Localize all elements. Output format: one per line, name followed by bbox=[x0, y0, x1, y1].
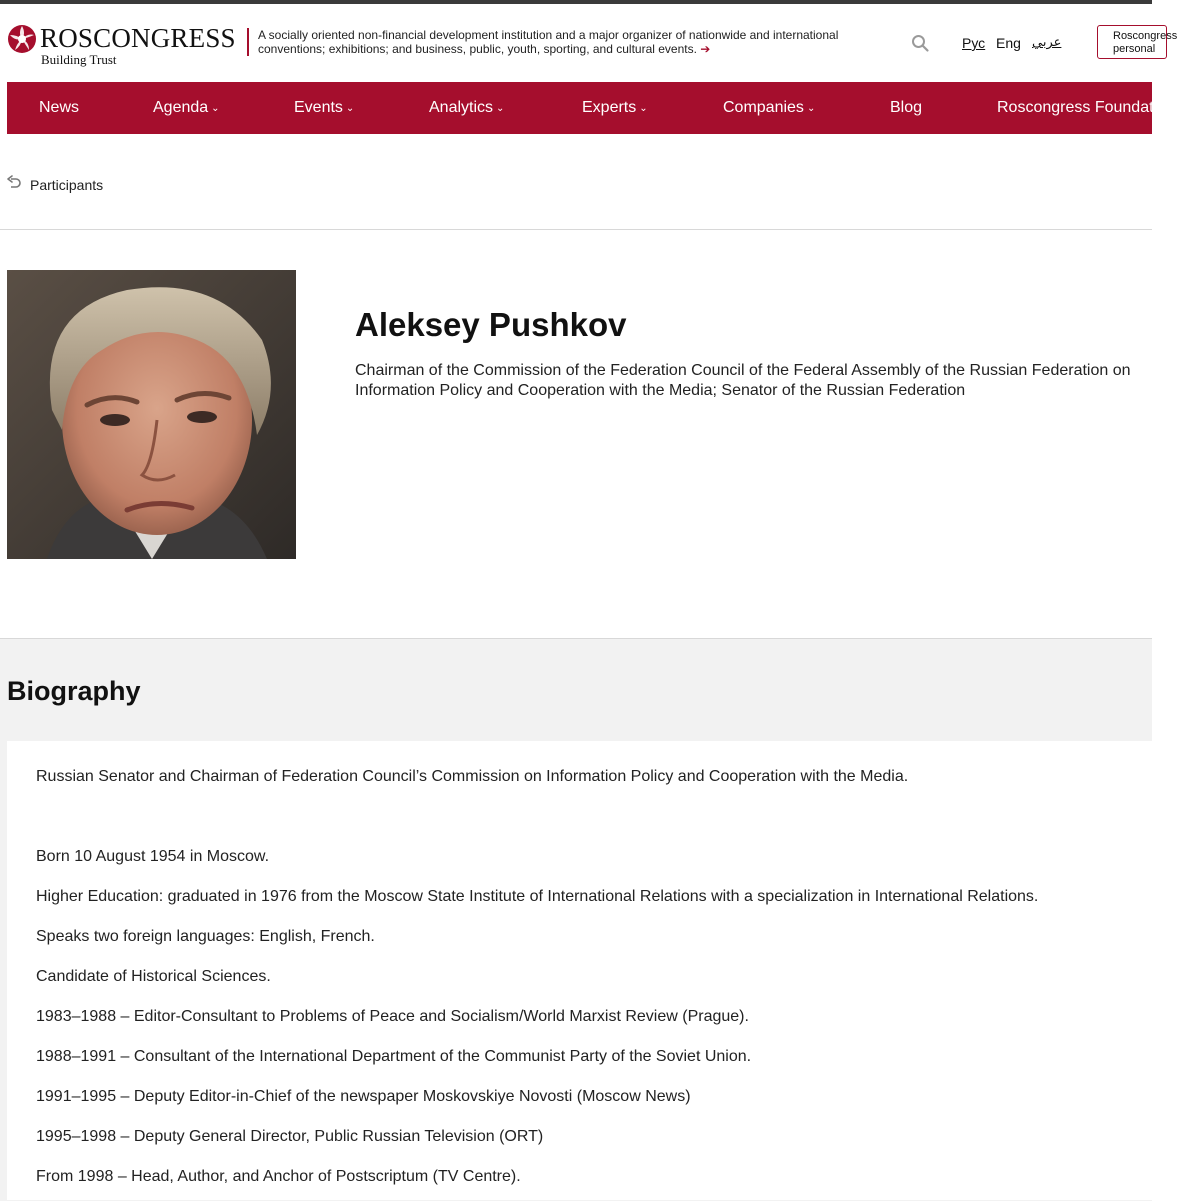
nav-item-events[interactable] bbox=[294, 82, 354, 134]
roscongress-logo[interactable] bbox=[7, 22, 239, 72]
biography-title: Biography bbox=[7, 676, 141, 706]
biography-paragraph: Russian Senator and Chairman of Federation Council’s Commission on Information Policy and Cooperation with the Media. bbox=[36, 768, 909, 785]
biography-paragraph: 1991–1995 – Deputy Editor-in-Chief of the newspaper Moskovskiye Novosti (Moscow News) bbox=[36, 1088, 691, 1105]
chevron-down-icon: ⌄ bbox=[639, 103, 648, 114]
divider bbox=[0, 229, 1152, 230]
logo-name: ROSCONGRESS bbox=[40, 23, 236, 53]
chevron-down-icon: ⌄ bbox=[211, 103, 220, 114]
logo-tagline: Building Trust bbox=[41, 52, 117, 67]
biography-paragraph: Higher Education: graduated in 1976 from the Moscow State Institute of International Relations with a specialization in International Relations. bbox=[36, 888, 1039, 905]
main-nav bbox=[7, 82, 1175, 134]
nav-item-label: Analytics bbox=[429, 99, 494, 116]
account-button-line1: Roscongress bbox=[1113, 30, 1177, 42]
biography-paragraph: Candidate of Historical Sciences. bbox=[36, 968, 271, 985]
nav-item-analytics[interactable] bbox=[429, 82, 504, 134]
personal-account-button[interactable] bbox=[1097, 25, 1177, 59]
biography-paragraph: 1995–1998 – Deputy General Director, Public Russian Television (ORT) bbox=[36, 1128, 544, 1145]
nav-item-label: Roscongress Foundation bbox=[997, 99, 1175, 116]
nav-item-companies[interactable] bbox=[723, 82, 815, 134]
chevron-down-icon: ⌄ bbox=[496, 103, 505, 114]
nav-item-label: Events bbox=[294, 99, 343, 116]
header-description-text: A socially oriented non-financial development institution and a major organizer of nationwide and international conventions; exhibitions; and business, public, youth, sporting, and cultural events. bbox=[258, 28, 839, 56]
site-header bbox=[0, 4, 1177, 82]
biography-card bbox=[7, 741, 1152, 1200]
nav-item-label: Experts bbox=[582, 99, 637, 116]
chevron-down-icon: ⌄ bbox=[806, 103, 816, 114]
participant-position: Chairman of the Commission of the Federation Council of the Federal Assembly of the Russian Federation on Information Policy and Cooperation with the Media; Senator of the Russian Federation bbox=[355, 362, 1131, 399]
nav-item-label: Blog bbox=[890, 99, 923, 116]
nav-item-label: Agenda bbox=[153, 99, 209, 116]
nav-item-blog[interactable] bbox=[890, 82, 922, 134]
biography-paragraph: From 1998 – Head, Author, and Anchor of Postscriptum (TV Centre). bbox=[36, 1168, 521, 1185]
participant-name: Aleksey Pushkov bbox=[355, 306, 627, 343]
nav-item-label: Companies bbox=[723, 99, 804, 116]
biography-paragraph: Born 10 August 1954 in Moscow. bbox=[36, 848, 270, 865]
language-ru[interactable]: Рус bbox=[962, 35, 986, 51]
nav-item-agenda[interactable] bbox=[153, 82, 220, 134]
language-ar[interactable]: عربي bbox=[1032, 35, 1062, 50]
account-button-line2: personal bbox=[1113, 43, 1156, 55]
nav-item-news[interactable] bbox=[39, 82, 79, 134]
nav-item-label: News bbox=[39, 99, 80, 116]
header-description bbox=[258, 28, 878, 56]
biography-paragraph: Speaks two foreign languages: English, French. bbox=[36, 928, 375, 945]
logo-mark-icon bbox=[7, 24, 37, 54]
search-icon[interactable] bbox=[911, 34, 929, 52]
nav-item-roscongress-foundation[interactable] bbox=[997, 82, 1175, 134]
header-separator bbox=[247, 28, 249, 56]
arrow-right-icon[interactable]: ➔ bbox=[700, 42, 711, 56]
chevron-down-icon: ⌄ bbox=[345, 103, 355, 114]
back-arrow-icon bbox=[7, 175, 21, 191]
biography-paragraph: 1988–1991 – Consultant of the International Department of the Communist Party of the Soviet Union. bbox=[36, 1048, 752, 1065]
language-en[interactable]: Eng bbox=[996, 35, 1021, 51]
participant-photo bbox=[7, 270, 296, 559]
portrait-image bbox=[7, 270, 296, 559]
nav-item-experts[interactable] bbox=[582, 82, 648, 134]
biography-paragraph: 1983–1988 – Editor-Consultant to Problems of Peace and Socialism/World Marxist Review (Prague). bbox=[36, 1008, 749, 1025]
breadcrumb-label: Participants bbox=[30, 177, 104, 193]
